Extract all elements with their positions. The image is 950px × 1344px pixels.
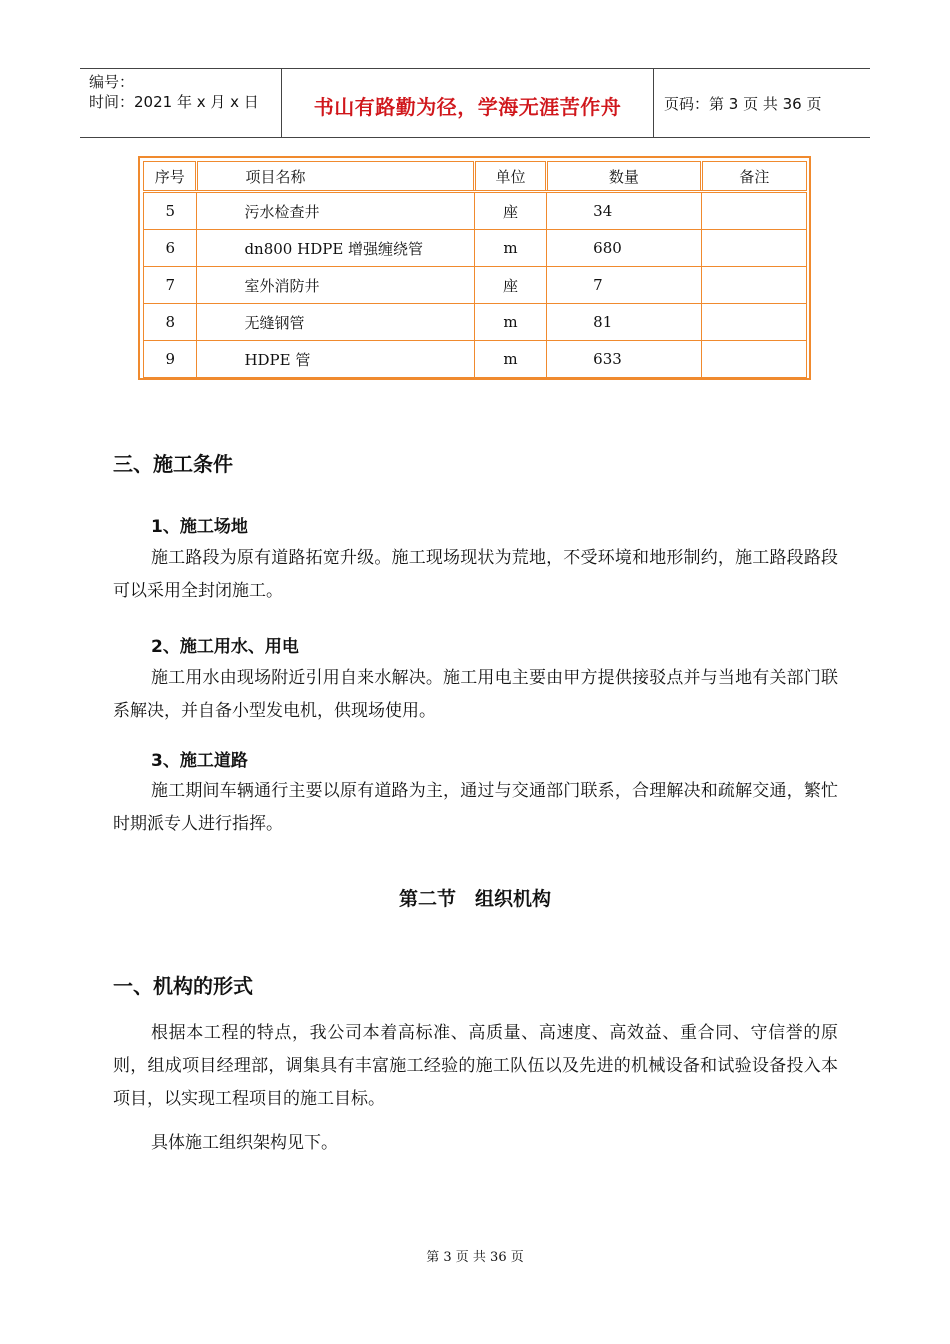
- table-row: [144, 304, 807, 341]
- header-date-label: 时间：2021 年 x 月 x 日: [89, 93, 259, 111]
- paragraph-structure: 根据本工程的特点，我公司本着高标准、高质量、高速度、高效益、重合同、守信誉的原则，组成项目经理部，调集具有丰富施工经验的施工队伍以及先进的机械设备和试验设备投入本项目，以实现工程项目的施工目标。: [113, 1023, 838, 1109]
- subheading-site: 1、施工场地: [151, 517, 248, 537]
- header-page-info: 页码：第 3 页 共 36 页: [664, 95, 822, 113]
- cell-index: 8: [144, 304, 197, 341]
- paragraph-structure-note: 具体施工组织架构见下。: [151, 1133, 338, 1153]
- cell-remark: [701, 267, 806, 304]
- table-row: [144, 230, 807, 267]
- cell-index: 9: [144, 341, 197, 378]
- cell-quantity: 633: [547, 341, 702, 378]
- cell-remark: [701, 304, 806, 341]
- cell-index: 6: [144, 230, 197, 267]
- cell-index: 5: [144, 192, 197, 230]
- header-cell-remark: 备注: [701, 162, 806, 192]
- header-cell-unit: 单位: [474, 162, 546, 192]
- cell-name: 室外消防井: [197, 267, 474, 304]
- cell-quantity: 34: [547, 192, 702, 230]
- table-header-row: [144, 162, 807, 192]
- cell-remark: [701, 192, 806, 230]
- header-left-cell: [80, 69, 282, 137]
- cell-unit: m: [474, 304, 546, 341]
- subheading-water-power: 2、施工用水、用电: [151, 637, 299, 657]
- cell-name: 污水检查井: [197, 192, 474, 230]
- paragraph-water-power: 施工用水由现场附近引用自来水解决。施工用电主要由甲方提供接驳点并与当地有关部门联系解决，并自备小型发电机，供现场使用。: [113, 668, 838, 721]
- cell-unit: 座: [474, 192, 546, 230]
- cell-unit: m: [474, 341, 546, 378]
- table-row: [144, 192, 807, 230]
- page-footer: 第 3 页 共 36 页: [426, 1250, 524, 1265]
- header-cell-index: 序号: [144, 162, 197, 192]
- section-heading-structure: 一、机构的形式: [113, 974, 253, 998]
- quantity-table: [143, 161, 807, 378]
- paragraph-road: 施工期间车辆通行主要以原有道路为主，通过与交通部门联系，合理解决和疏解交通，繁忙时期派专人进行指挥。: [113, 781, 838, 834]
- header-page-cell: [654, 69, 870, 137]
- cell-quantity: 680: [547, 230, 702, 267]
- cell-unit: m: [474, 230, 546, 267]
- paragraph-site: 施工路段为原有道路拓宽升级。施工现场现状为荒地，不受环境和地形制约，施工路段路段可以采用全封闭施工。: [113, 548, 838, 601]
- header-cell-name: 项目名称: [197, 162, 474, 192]
- page-header: [80, 68, 870, 138]
- subheading-road: 3、施工道路: [151, 751, 248, 771]
- table-row: [144, 341, 807, 378]
- section-node-title: 第二节 组织机构: [398, 888, 551, 910]
- header-cell-quantity: 数量: [547, 162, 702, 192]
- cell-name: dn800 HDPE 增强缠绕管: [197, 230, 474, 267]
- cell-name: HDPE 管: [197, 341, 474, 378]
- cell-quantity: 81: [547, 304, 702, 341]
- header-motto: 书山有路勤为径，学海无涯苦作舟: [313, 95, 622, 119]
- section-heading-conditions: 三、施工条件: [113, 452, 233, 476]
- cell-quantity: 7: [547, 267, 702, 304]
- cell-remark: [701, 230, 806, 267]
- cell-remark: [701, 341, 806, 378]
- header-motto-cell: [282, 69, 654, 137]
- cell-name: 无缝钢管: [197, 304, 474, 341]
- table-row: [144, 267, 807, 304]
- quantity-table-frame: [138, 156, 811, 380]
- cell-unit: 座: [474, 267, 546, 304]
- cell-index: 7: [144, 267, 197, 304]
- header-number-label: 编号：: [89, 73, 135, 91]
